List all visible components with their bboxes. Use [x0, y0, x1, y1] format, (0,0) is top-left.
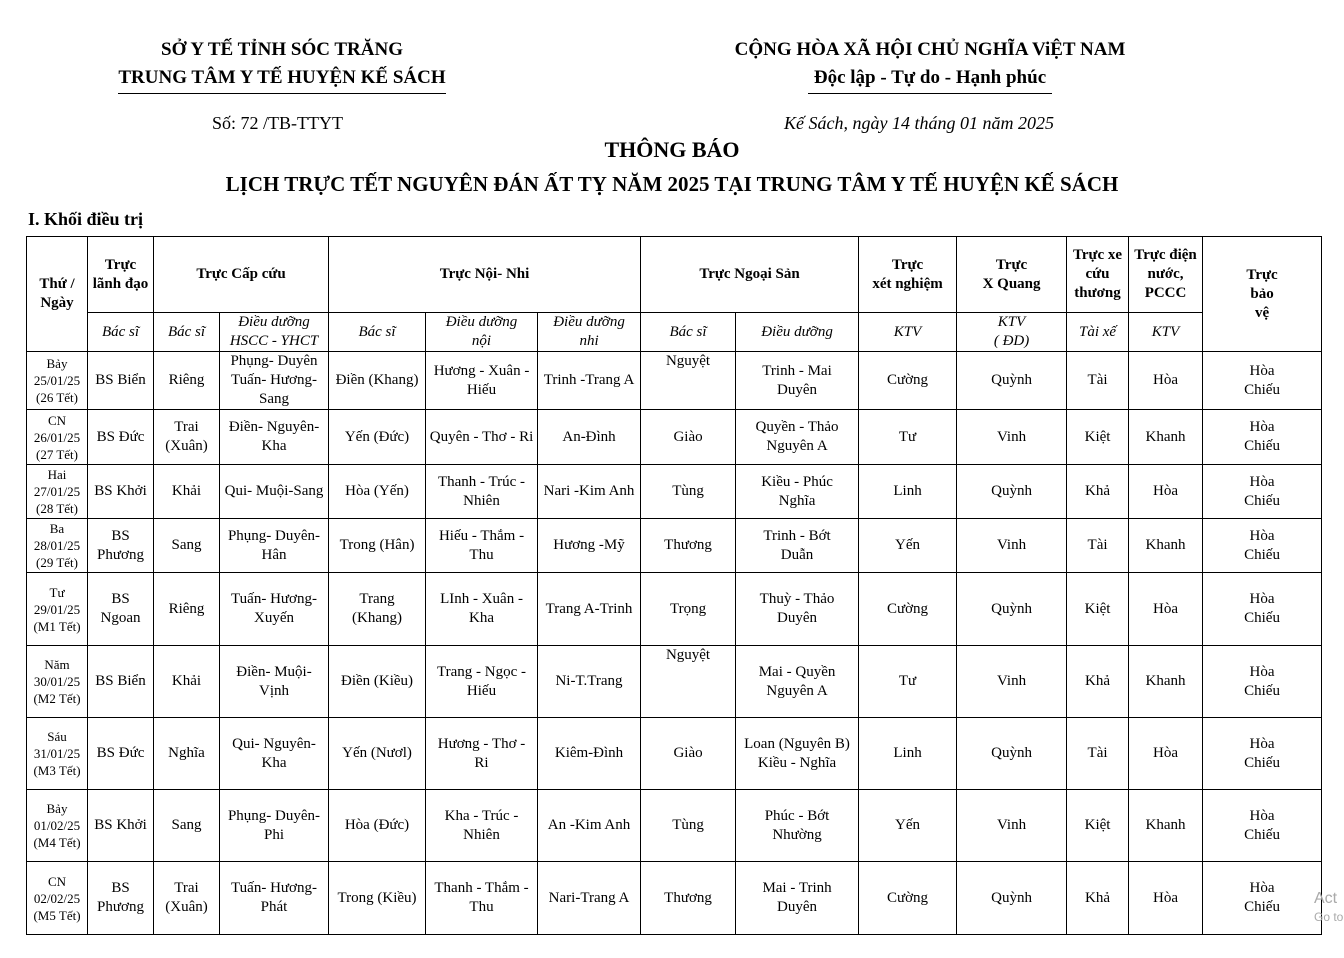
row-xray-tech: Quỳnh: [957, 465, 1067, 519]
row-peds-nurses: Hương -Mỹ: [538, 519, 641, 573]
row-internal-doctor: Điền (Kiều): [329, 646, 426, 718]
row-utilities-tech: Hòa: [1129, 718, 1203, 790]
row-peds-nurses: Ni-T.Trang: [538, 646, 641, 718]
row-emergency-doctor: Nghĩa: [154, 718, 220, 790]
row-surgery-doctor: Giào: [641, 410, 736, 465]
row-day: Hai 27/01/25 (28 Tết): [27, 465, 88, 519]
row-emergency-nurses: Điền- Nguyên- Kha: [220, 410, 329, 465]
row-internal-doctor: Hòa (Yến): [329, 465, 426, 519]
duty-roster-table: [26, 236, 1322, 935]
subcol-xray-tech: KTV ( ĐD): [957, 313, 1067, 352]
roster-row: [27, 573, 1322, 646]
row-emergency-doctor: Khải: [154, 646, 220, 718]
row-xray-tech: Vinh: [957, 410, 1067, 465]
row-surgery-doctor: Nguyệt: [641, 352, 736, 410]
row-emergency-nurses: Phụng- Duyên- Phi: [220, 790, 329, 862]
activation-line-2: Go to: [1314, 910, 1344, 924]
national-header: [700, 36, 1160, 94]
row-peds-nurses: Kiêm-Đình: [538, 718, 641, 790]
row-internal-doctor: Điền (Khang): [329, 352, 426, 410]
row-leadership: BS Phương: [88, 519, 154, 573]
row-surgery-nurses: Trinh - Bớt Duẫn: [736, 519, 859, 573]
row-internal-doctor: Hòa (Đức): [329, 790, 426, 862]
row-internal-nurses: Quyên - Thơ - Ri: [426, 410, 538, 465]
row-surgery-doctor: Thương: [641, 862, 736, 935]
col-header-emergency: Trực Cấp cứu: [154, 237, 329, 313]
row-peds-nurses: Trang A-Trinh: [538, 573, 641, 646]
col-header-surgery-obs: Trực Ngoại Sản: [641, 237, 859, 313]
subcol-surgery-nurse: Điều dưỡng: [736, 313, 859, 352]
col-header-utilities: Trực điện nước, PCCC: [1129, 237, 1203, 313]
document-number: Số: 72 /TB-TTYT: [212, 113, 343, 133]
roster-row: [27, 646, 1322, 718]
row-emergency-doctor: Sang: [154, 790, 220, 862]
row-lab-tech: Cường: [859, 573, 957, 646]
subcol-peds-nurse: Điều dưỡng nhi: [538, 313, 641, 352]
national-name: CỘNG HÒA XÃ HỘI CHỦ NGHĨA ViỆT NAM: [734, 39, 1126, 60]
row-emergency-nurses: Qui- Muội-Sang: [220, 465, 329, 519]
row-internal-nurses: Kha - Trúc - Nhiên: [426, 790, 538, 862]
activation-line-1: Act: [1314, 890, 1338, 907]
row-utilities-tech: Khanh: [1129, 519, 1203, 573]
row-security: Hòa Chiếu: [1203, 410, 1322, 465]
row-lab-tech: Tư: [859, 410, 957, 465]
row-surgery-nurses: Phúc - Bớt Nhường: [736, 790, 859, 862]
roster-row: [27, 410, 1322, 465]
row-leadership: BS Khởi: [88, 465, 154, 519]
row-internal-nurses: Thanh - Thắm - Thu: [426, 862, 538, 935]
row-driver: Tài: [1067, 519, 1129, 573]
row-internal-nurses: Hiếu - Thắm - Thu: [426, 519, 538, 573]
row-internal-doctor: Trang (Khang): [329, 573, 426, 646]
issuer-center: TRUNG TÂM Y TẾ HUYỆN KẾ SÁCH: [118, 64, 445, 94]
row-xray-tech: Quỳnh: [957, 862, 1067, 935]
row-surgery-nurses: Quyền - Thảo Nguyên A: [736, 410, 859, 465]
row-utilities-tech: Hòa: [1129, 573, 1203, 646]
row-internal-doctor: Trong (Hân): [329, 519, 426, 573]
row-internal-nurses: Hương - Xuân - Hiếu: [426, 352, 538, 410]
row-leadership: BS Biển: [88, 352, 154, 410]
row-security: Hòa Chiếu: [1203, 519, 1322, 573]
row-surgery-doctor: Tùng: [641, 465, 736, 519]
row-driver: Khả: [1067, 465, 1129, 519]
row-utilities-tech: Khanh: [1129, 790, 1203, 862]
row-xray-tech: Vinh: [957, 519, 1067, 573]
row-day: CN 02/02/25 (M5 Tết): [27, 862, 88, 935]
subcol-internal-nurse: Điều dưỡng nội: [426, 313, 538, 352]
row-day: Bảy 25/01/25 (26 Tết): [27, 352, 88, 410]
row-surgery-nurses: Mai - Quyền Nguyên A: [736, 646, 859, 718]
col-header-leadership: Trực lãnh đạo: [88, 237, 154, 313]
row-leadership: BS Khởi: [88, 790, 154, 862]
col-header-lab: Trực xét nghiệm: [859, 237, 957, 313]
row-utilities-tech: Khanh: [1129, 410, 1203, 465]
row-leadership: BS Đức: [88, 410, 154, 465]
subcol-surgery-doctor: Bác sĩ: [641, 313, 736, 352]
col-header-security: Trực bảo vệ: [1203, 237, 1322, 352]
row-day: Ba 28/01/25 (29 Tết): [27, 519, 88, 573]
col-header-day: Thứ / Ngày: [27, 237, 88, 352]
row-peds-nurses: Trinh -Trang A: [538, 352, 641, 410]
row-security: Hòa Chiếu: [1203, 862, 1322, 935]
roster-row: [27, 352, 1322, 410]
subcol-driver: Tài xế: [1067, 313, 1129, 352]
roster-row: [27, 718, 1322, 790]
row-emergency-doctor: Khải: [154, 465, 220, 519]
col-header-internal-peds: Trực Nội- Nhi: [329, 237, 641, 313]
row-leadership: BS Biển: [88, 646, 154, 718]
subcol-lab-tech: KTV: [859, 313, 957, 352]
row-utilities-tech: Hòa: [1129, 352, 1203, 410]
row-lab-tech: Cường: [859, 862, 957, 935]
row-surgery-doctor: Giào: [641, 718, 736, 790]
row-peds-nurses: An-Đình: [538, 410, 641, 465]
subcol-leadership-doctor: Bác sĩ: [88, 313, 154, 352]
row-surgery-nurses: Thuỳ - Thảo Duyên: [736, 573, 859, 646]
row-driver: Tài: [1067, 352, 1129, 410]
row-day: Tư 29/01/25 (M1 Tết): [27, 573, 88, 646]
row-peds-nurses: Nari-Trang A: [538, 862, 641, 935]
row-leadership: BS Đức: [88, 718, 154, 790]
row-leadership: BS Ngoan: [88, 573, 154, 646]
row-security: Hòa Chiếu: [1203, 646, 1322, 718]
row-internal-doctor: Yến (Nươl): [329, 718, 426, 790]
row-internal-doctor: Yến (Đức): [329, 410, 426, 465]
row-peds-nurses: Nari -Kim Anh: [538, 465, 641, 519]
roster-body: [27, 352, 1322, 935]
row-surgery-doctor: Nguyệt: [641, 646, 736, 718]
row-lab-tech: Linh: [859, 718, 957, 790]
row-security: Hòa Chiếu: [1203, 573, 1322, 646]
row-xray-tech: Vinh: [957, 646, 1067, 718]
row-surgery-nurses: Kiều - Phúc Nghĩa: [736, 465, 859, 519]
row-xray-tech: Quỳnh: [957, 718, 1067, 790]
row-emergency-doctor: Sang: [154, 519, 220, 573]
row-day: Sáu 31/01/25 (M3 Tết): [27, 718, 88, 790]
row-emergency-doctor: Riêng: [154, 352, 220, 410]
row-driver: Kiệt: [1067, 410, 1129, 465]
document-title: THÔNG BÁO: [604, 137, 740, 162]
roster-row: [27, 465, 1322, 519]
row-lab-tech: Yến: [859, 790, 957, 862]
row-day: CN 26/01/25 (27 Tết): [27, 410, 88, 465]
row-emergency-doctor: Trai (Xuân): [154, 862, 220, 935]
row-lab-tech: Yến: [859, 519, 957, 573]
row-driver: Kiệt: [1067, 573, 1129, 646]
row-emergency-nurses: Qui- Nguyên- Kha: [220, 718, 329, 790]
row-emergency-doctor: Riêng: [154, 573, 220, 646]
col-header-ambulance: Trực xe cứu thương: [1067, 237, 1129, 313]
row-surgery-doctor: Thương: [641, 519, 736, 573]
row-driver: Khả: [1067, 646, 1129, 718]
row-security: Hòa Chiếu: [1203, 718, 1322, 790]
row-security: Hòa Chiếu: [1203, 790, 1322, 862]
section-heading: I. Khối điều trị: [28, 209, 144, 229]
row-surgery-doctor: Trọng: [641, 573, 736, 646]
row-surgery-nurses: Loan (Nguyên B) Kiều - Nghĩa: [736, 718, 859, 790]
row-emergency-nurses: Điền- Muội- Vịnh: [220, 646, 329, 718]
row-surgery-nurses: Mai - Trinh Duyên: [736, 862, 859, 935]
subcol-internal-doctor: Bác sĩ: [329, 313, 426, 352]
row-surgery-nurses: Trinh - Mai Duyên: [736, 352, 859, 410]
row-xray-tech: Quỳnh: [957, 352, 1067, 410]
subcol-utilities-tech: KTV: [1129, 313, 1203, 352]
row-internal-nurses: Trang - Ngọc - Hiếu: [426, 646, 538, 718]
row-day: Năm 30/01/25 (M2 Tết): [27, 646, 88, 718]
row-utilities-tech: Hòa: [1129, 862, 1203, 935]
row-emergency-nurses: Phụng- Duyên Tuấn- Hương- Sang: [220, 352, 329, 410]
subcol-emergency-doctor: Bác sĩ: [154, 313, 220, 352]
row-driver: Tài: [1067, 718, 1129, 790]
row-internal-nurses: Thanh - Trúc - Nhiên: [426, 465, 538, 519]
row-internal-nurses: LInh - Xuân - Kha: [426, 573, 538, 646]
row-day: Bảy 01/02/25 (M4 Tết): [27, 790, 88, 862]
row-peds-nurses: An -Kim Anh: [538, 790, 641, 862]
row-xray-tech: Quỳnh: [957, 573, 1067, 646]
issuer-department: SỞ Y TẾ TỈNH SÓC TRĂNG: [161, 39, 403, 60]
row-driver: Kiệt: [1067, 790, 1129, 862]
roster-row: [27, 862, 1322, 935]
col-header-xray: Trực X Quang: [957, 237, 1067, 313]
row-security: Hòa Chiếu: [1203, 352, 1322, 410]
document-subtitle: LỊCH TRỰC TẾT NGUYÊN ĐÁN ẤT TỴ NĂM 2025 TẠI TRUNG TÂM Y TẾ HUYỆN KẾ SÁCH: [225, 172, 1119, 196]
row-lab-tech: Cường: [859, 352, 957, 410]
issuer-header: [60, 36, 504, 94]
row-internal-nurses: Hương - Thơ - Ri: [426, 718, 538, 790]
row-utilities-tech: Hòa: [1129, 465, 1203, 519]
row-xray-tech: Vinh: [957, 790, 1067, 862]
row-driver: Khả: [1067, 862, 1129, 935]
row-leadership: BS Phương: [88, 862, 154, 935]
row-lab-tech: Linh: [859, 465, 957, 519]
row-utilities-tech: Khanh: [1129, 646, 1203, 718]
roster-row: [27, 790, 1322, 862]
row-security: Hòa Chiếu: [1203, 465, 1322, 519]
national-motto: Độc lập - Tự do - Hạnh phúc: [808, 64, 1052, 94]
os-activation-watermark: [1314, 890, 1344, 926]
document-date: Kế Sách, ngày 14 tháng 01 năm 2025: [784, 113, 1054, 133]
row-emergency-nurses: Tuấn- Hương- Phát: [220, 862, 329, 935]
subcol-emergency-nurse: Điều dưỡng HSCC - YHCT: [220, 313, 329, 352]
row-emergency-doctor: Trai (Xuân): [154, 410, 220, 465]
row-internal-doctor: Trong (Kiều): [329, 862, 426, 935]
row-emergency-nurses: Phụng- Duyên- Hân: [220, 519, 329, 573]
roster-row: [27, 519, 1322, 573]
row-lab-tech: Tư: [859, 646, 957, 718]
row-emergency-nurses: Tuấn- Hương- Xuyến: [220, 573, 329, 646]
row-surgery-doctor: Tùng: [641, 790, 736, 862]
